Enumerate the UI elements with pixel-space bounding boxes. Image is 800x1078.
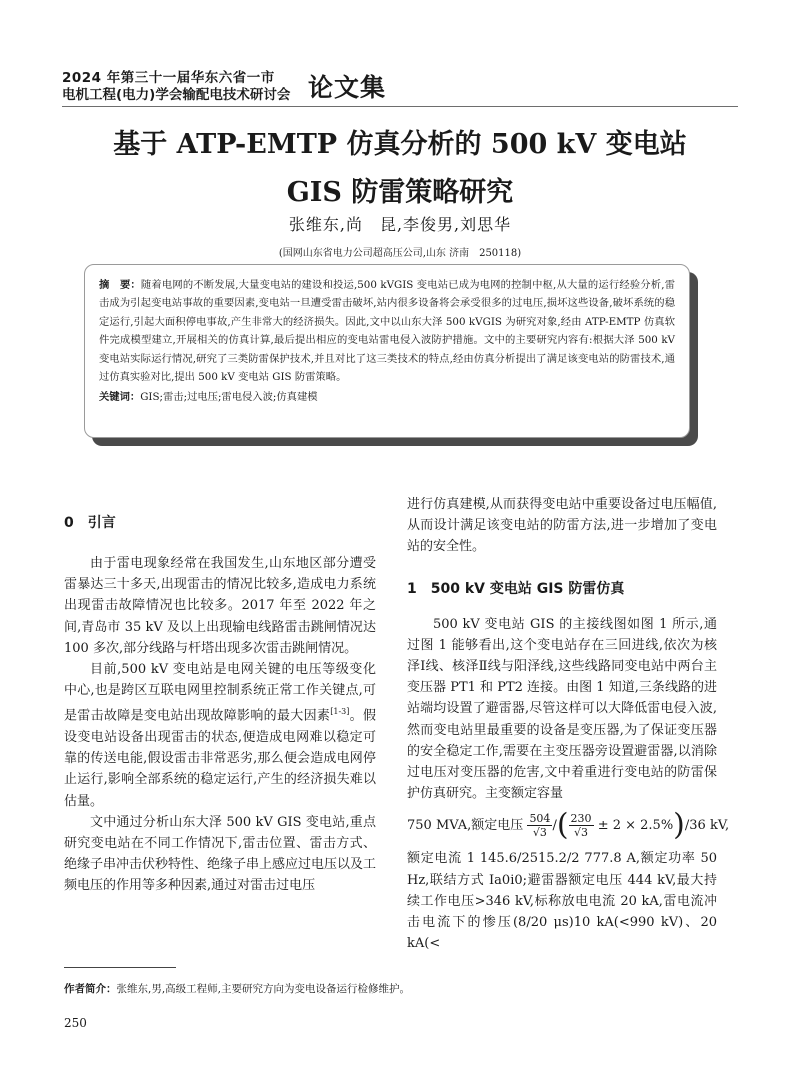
keywords-list: GIS;雷击;过电压;雷电侵入波;仿真建模 bbox=[140, 391, 318, 404]
citation-ref: [1-3] bbox=[330, 707, 350, 717]
right-column bbox=[407, 494, 730, 954]
formula-fraction-1: $\frac{504}{√3}$ bbox=[529, 812, 551, 840]
keywords-label: 关键词： bbox=[99, 391, 141, 404]
formula-fraction-2: $\frac{230}{√3}$ bbox=[570, 812, 592, 840]
author-list: 张维东,尚 昆,李俊男,刘思华 bbox=[288, 215, 512, 234]
abstract-label: 摘 要： bbox=[99, 279, 141, 291]
intro-paragraph-2b: 。假设变电站设备出现雷击的状态,便造成电网难以稳定可靠的传送电能,假设雷击非常恶劣,那么便会造成电网停止运行,影响全部系统的稳定运行,产生的经济损失难以估量。 bbox=[64, 708, 376, 809]
abstract-body: 随着电网的不断发展,大量变电站的建设和投运,500 kVGIS 变电站已成为电网的控制中枢,从大量的运行经验分析,雷击成为引起变电站事故的重要因素,变电站一旦遭受雷击破坏,站内很多设备将会承受很多的过电压,损坏这些设备,破坏系统的稳定运行,引起大面积停电事故,产生非常大的经济损失。因此,文中以山东大泽 500 kVGIS 为研究对象,经由 ATP-EMTP 仿真软件完成模型建立,开展相关的仿真计算,最后提出相应的变电站雷电侵入波防护措施。文中的主要研究内容有:根据大泽 500 kV 变电站实际运行情况,研究了三类防雷保护技术,并且对比了这三类技术的特点,经由仿真分析提出了满足该变电站的防雷技术,通过仿真实验对比,提出 500 kV 变电站 GIS 防雷策略。 bbox=[99, 279, 676, 384]
formula-slash: / bbox=[552, 818, 557, 834]
abstract-box bbox=[84, 264, 690, 438]
intro-paragraph-2a: 目前,500 kV 变电站是电网关键的电压等级变化中心,也是跨区互联电网里控制系统正常工作关键点,可是雷击故障是变电站出现故障影响的最大因素 bbox=[64, 662, 376, 724]
formula-tolerance: ± 2 × 2.5% bbox=[597, 818, 674, 834]
formula-prefix: 750 MVA,额定电压 bbox=[407, 818, 524, 834]
paper-title-line-2: GIS 防雷策略研究 bbox=[286, 177, 514, 208]
intro-paragraph-3-continued: 进行仿真建模,从而获得变电站中重要设备过电压幅值,从而设计满足该变电站的防雷方法,进一步增加了变电站的安全性。 bbox=[407, 497, 717, 555]
running-header bbox=[62, 66, 738, 107]
intro-paragraph-2 bbox=[64, 659, 376, 812]
proceedings-label: 论文集 bbox=[308, 73, 387, 102]
footnote-rule bbox=[64, 967, 176, 968]
affiliation: (国网山东省电力公司超高压公司,山东 济南 250118) bbox=[278, 248, 522, 259]
keywords bbox=[99, 388, 675, 406]
intro-paragraph-3: 文中通过分析山东大泽 500 kV GIS 变电站,重点研究变电站在不同工作情况下,雷击位置、雷击方式、绝缘子串冲击伏秒特性、绝缘子串上感应过电压以及工频电压的作用等多种因素,通过对雷击过电压 bbox=[64, 814, 377, 894]
footnote-label: 作者简介： bbox=[64, 983, 117, 995]
paper-title-line-1: 基于 ATP-EMTP 仿真分析的 500 kV 变电站 bbox=[113, 129, 687, 160]
rated-voltage-formula: 750 MVA,额定电压 $\frac{504}{√3}$ /( $\frac{230}{√3}$ ± 2 × 2.5%)/36 kV, bbox=[407, 807, 730, 843]
formula-suffix: /36 kV, bbox=[684, 818, 730, 834]
section-1-paragraph-1: 500 kV 变电站 GIS 的主接线图如图 1 所示,通过图 1 能够看出,这个变电站存在三回进线,依次为核泽Ⅰ线、核泽Ⅱ线与阳泽线,这些线路同变电站中两台主变压器 PT1 和 PT2 连接。由图 1 知道,三条线路的进站端均设置了避雷器,尽管这样可以大降低雷电侵入波,然而变电站里最重要的设备是变压器,为了保证变压器的安全稳定工作,需要在主变压器旁设置避雷器,以消除过电压对变压器的危害,文中着重进行变电站的防雷保护仿真研究。主变额定容量 bbox=[407, 616, 717, 802]
section-1-heading: 1 500 kV 变电站 GIS 防雷仿真 bbox=[407, 580, 625, 597]
section-0-heading: 0 引言 bbox=[64, 515, 116, 531]
conference-line-1: 2024 年第三十一届华东六省一市 bbox=[62, 70, 275, 86]
author-footnote bbox=[64, 981, 410, 996]
page-number: 250 bbox=[64, 1016, 87, 1030]
footnote-text: 张维东,男,高级工程师,主要研究方向为变电设备运行检修维护。 bbox=[116, 983, 411, 995]
left-column bbox=[64, 512, 376, 897]
section-1-paragraph-2: 额定电流 1 145.6/2515.2/2 777.8 A,额定功率 50 Hz,联结方式 Ia0i0;避雷器额定电压 444 kV,最大持续工作电压>346 kV,标称放电电流 20 kA,雷电流冲击电流下的惨压(8/20 μs)10 kA(<990 kV)、20 kA(< bbox=[407, 851, 717, 952]
intro-paragraph-1: 由于雷电现象经常在我国发生,山东地区部分遭受雷暴达三十多天,出现雷击的情况比较多,造成电力系统出现雷击故障情况也比较多。2017 年至 2022 年之间,青岛市 35 kV 及以上出现输电线路雷击跳闸情况达 100 多次,部分线路与杆塔出现多次雷击跳闸情况。 bbox=[64, 556, 376, 656]
conference-line-2: 电机工程(电力)学会输配电技术研讨会 bbox=[62, 87, 291, 103]
abstract-text bbox=[99, 276, 675, 386]
